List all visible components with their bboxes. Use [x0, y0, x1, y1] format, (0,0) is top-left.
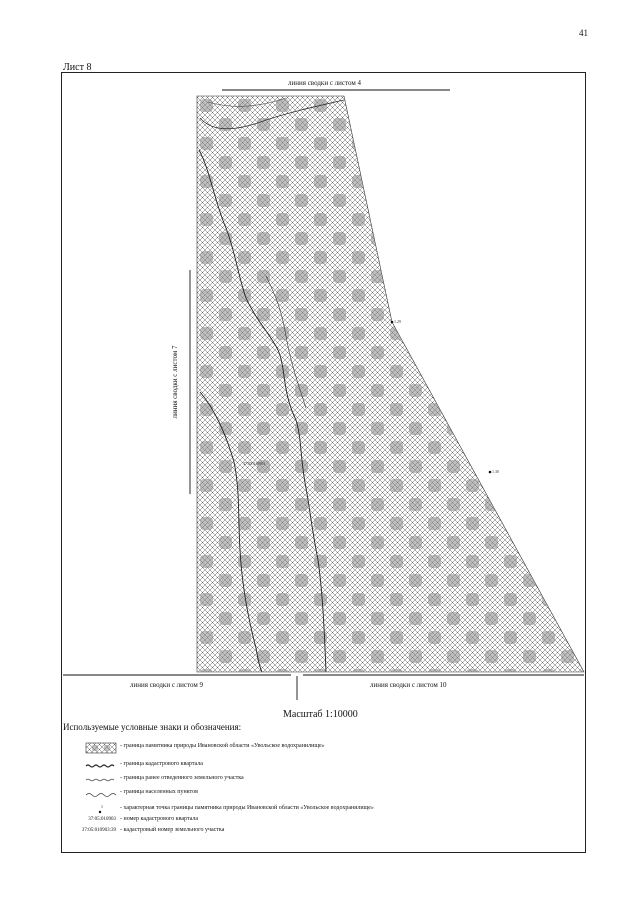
- legend-text: - граница ранее отведенного земельного участка: [120, 775, 244, 781]
- legend-item: [62, 760, 582, 772]
- map-scale: Масштаб 1:10000: [283, 709, 358, 720]
- legend-thin-wavy-symbol: [62, 788, 118, 800]
- summary-label-left: линия сводки с листом 7: [171, 345, 179, 419]
- legend-sample-text: 37:05:010903:39: [81, 828, 116, 833]
- legend-item: [62, 788, 582, 800]
- legend-text: - граница кадастрового квартала: [120, 761, 203, 767]
- legend-item: [62, 774, 582, 786]
- legend-text: - номер кадастрового квартала: [120, 816, 199, 822]
- sheet-label: Лист 8: [63, 62, 92, 73]
- cadastral-quarter-label: 37:05:010903: [243, 461, 266, 466]
- legend-item: [62, 826, 582, 838]
- legend-light-wavy-symbol: [62, 774, 118, 786]
- legend-point-number: 1: [101, 804, 103, 809]
- legend-sample-text: 37:05:010903: [88, 817, 116, 822]
- summary-label-bottom-right: линия сводки с листом 10: [370, 681, 447, 689]
- legend-text: - кадастровый номер земельного участка: [120, 827, 225, 833]
- boundary-point-marker: [489, 471, 492, 474]
- nature-monument-area: [197, 96, 584, 672]
- boundary-point-label: 1.29: [394, 319, 401, 324]
- legend-text: - характерная точка границы памятника природы Ивановской области «Увольское водохранилище»: [120, 805, 374, 811]
- legend-item: [62, 742, 582, 754]
- legend-crosshatch-symbol: [62, 742, 118, 754]
- page-number: 41: [579, 28, 588, 38]
- legend-dark-wavy-symbol: [62, 760, 118, 772]
- legend-title: Используемые условные знаки и обозначения:: [63, 722, 242, 732]
- legend-text: - граница населенных пунктов: [120, 789, 198, 795]
- legend-parcel-number-sample: [62, 826, 118, 838]
- boundary-point-label: 1.30: [492, 469, 499, 474]
- boundary-point-marker: [391, 321, 394, 324]
- summary-label-bottom-left: линия сводки с листом 9: [130, 681, 204, 689]
- legend-text: - граница памятника природы Ивановской области «Увольское водохранилище»: [120, 743, 325, 749]
- summary-label-top: линия сводки с листом 4: [288, 79, 362, 87]
